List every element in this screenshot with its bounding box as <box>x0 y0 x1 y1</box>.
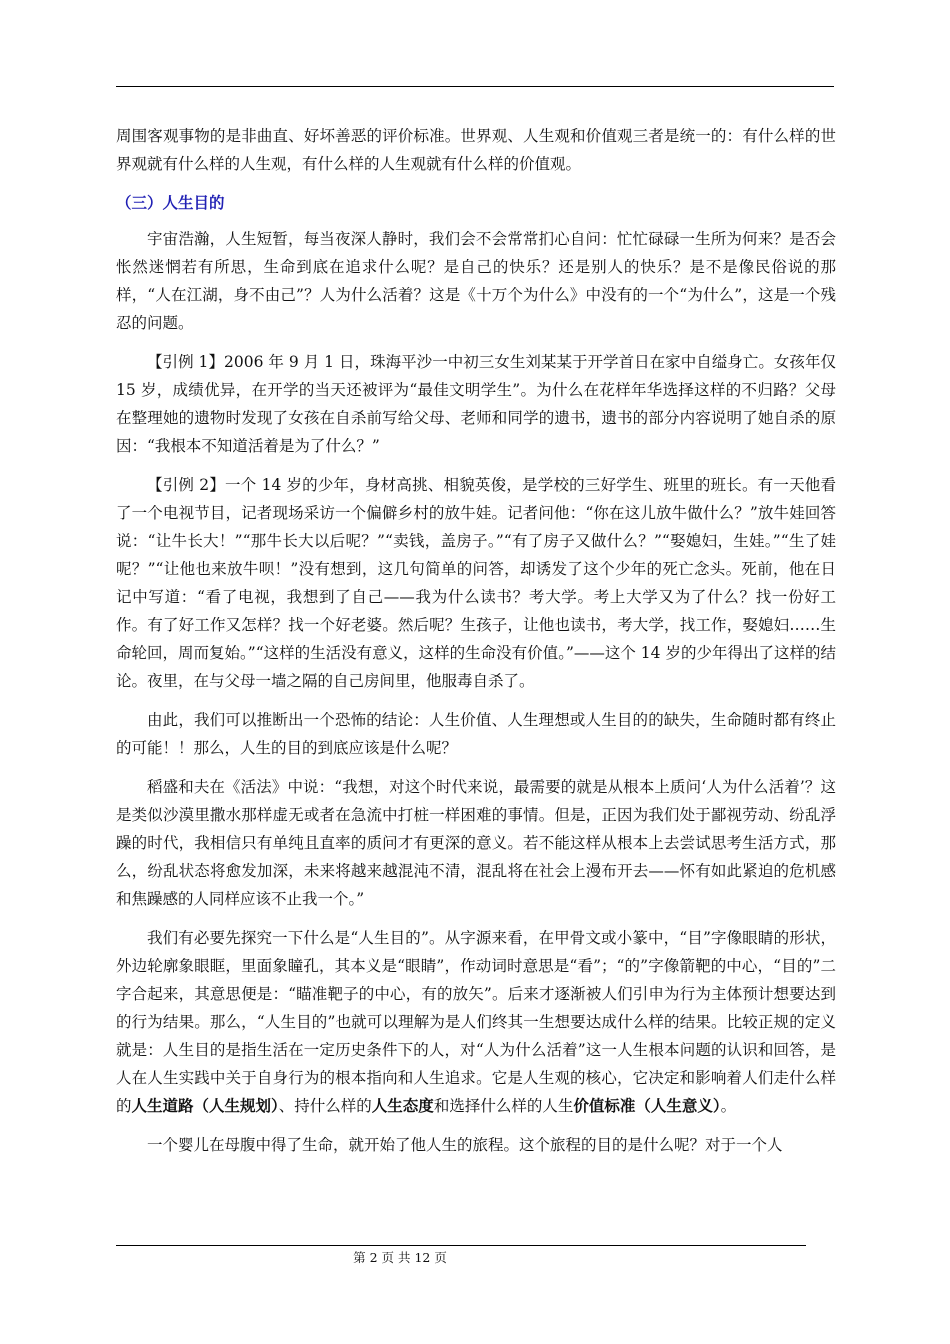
definition-bold-1: 人生道路（人生规划） <box>131 1096 279 1115</box>
paragraph-journey: 一个婴儿在母腹中得了生命，就开始了他人生的旅程。这个旅程的目的是什么呢？对于一个人 <box>147 1136 783 1154</box>
footer-rule <box>116 1245 806 1246</box>
definition-text-e: 。 <box>720 1097 737 1115</box>
paragraph-continuation: 周围客观事物的是非曲直、好坏善恶的评价标准。世界观、人生观和价值观三者是统一的：有什么样的世界观就有什么样的人生观，有什么样的人生观就有什么样的价值观。 <box>116 127 836 173</box>
definition-bold-3: 价值标准（人生意义） <box>573 1096 721 1115</box>
paragraph-example-2: 【引例 2】一个 14 岁的少年，身材高挑、相貌英俊，是学校的三好学生、班里的班长。有一天他看了一个电视节目，记者现场采访一个偏僻乡村的放牛娃。记者问他：“你在这儿放牛做什么？”放牛娃回答说：“让牛长大！”“那牛长大以后呢？”“卖钱，盖房子。”“有了房子又做什么？”“娶媳妇，生娃。”“生了娃呢？”“让他也来放牛呗！”没有想到，这几句简单的问答，却诱发了这个少年的死亡念头。死前，他在日记中写道：“看了电视，我想到了自己——我为什么读书？考大学。考上大学又为了什么？找一份好工作。有了好工作又怎样？找一个好老婆。然后呢？生孩子，让他也读书，考大学，找工作，娶媳妇……生命轮回，周而复始。”“这样的生活没有意义，这样的生命没有价值。”——这个 14 岁的少年得出了这样的结论。夜里，在与父母一墙之隔的自己房间里，他服毒自杀了。 <box>116 476 836 690</box>
document-body <box>116 122 836 1170</box>
definition-bold-2: 人生态度 <box>371 1096 434 1115</box>
paragraph-quote: 稻盛和夫在《活法》中说：“我想，对这个时代来说，最需要的就是从根本上质问‘人为什么活着’？这是类似沙漠里撒水那样虚无或者在急流中打桩一样困难的事情。但是，正因为我们处于鄙视劳动、纷乱浮躁的时代，我相信只有单纯且直率的质问才有更深的意义。若不能这样从根本上去尝试思考生活方式，那么，纷乱状态将愈发加深，未来将越来越混沌不清，混乱将在社会上漫布开去——怀有如此紧迫的危机感和焦躁感的人同样应该不止我一个。” <box>116 778 836 908</box>
definition-text-d: 和选择什么样的人生 <box>433 1097 574 1115</box>
definition-text-a: 我们有必要先探究一下什么是“人生目的”。从字源来看，在甲骨文或小篆中，“目”字像眼睛的形状，外边轮廓象眼眶，里面象瞳孔，其本义是“眼睛”，作动词时意思是“看”；“的”字像箭靶的中心，“目的”二字合起来，其意思便是：“瞄准靶子的中心，有的放矢”。后来才逐渐被人们引申为行为主体预计想要达到的行为结果。那么，“人生目的”也就可以理解为是人们终其一生想要达成什么样的结果。比较正规的定义就是：人生目的是指生活在一定历史条件下的人，对“人为什么活着”这一人生根本问题的认识和回答，是人在人生实践中关于自身行为的根本指向和人生追求。它是人生观的核心，它决定和影响着人们走什么样的 <box>116 929 836 1115</box>
page-number: 第 2 页 共 12 页 <box>353 1250 447 1265</box>
definition-text-c: 、持什么样的 <box>278 1097 372 1115</box>
paragraph-definition <box>116 924 836 1120</box>
paragraph-conclusion: 由此，我们可以推断出一个恐怖的结论：人生价值、人生理想或人生目的的缺失，生命随时都有终止的可能！！那么，人生的目的到底应该是什么呢？ <box>116 711 836 757</box>
paragraph-example-1: 【引例 1】2006 年 9 月 1 日，珠海平沙一中初三女生刘某某于开学首日在家中自缢身亡。女孩年仅 15 岁，成绩优异，在开学的当天还被评为“最佳文明学生”。为什么在花样年华选择这样的不归路？父母在整理她的遗物时发现了女孩在自杀前写给父母、老师和同学的遗书，遗书的部分内容说明了她自杀的原因：“我根本不知道活着是为了什么？” <box>116 353 836 455</box>
section-heading: （三）人生目的 <box>116 193 225 212</box>
header-rule <box>116 86 834 87</box>
paragraph-intro: 宇宙浩瀚，人生短暂，每当夜深人静时，我们会不会常常扪心自问：忙忙碌碌一生所为何来？是否会怅然迷惘若有所思，生命到底在追求什么呢？是自己的快乐？还是别人的快乐？是不是像民俗说的那样，“人在江湖，身不由己”？人为什么活着？这是《十万个为什么》中没有的一个“为什么”，这是一个残忍的问题。 <box>116 230 836 332</box>
